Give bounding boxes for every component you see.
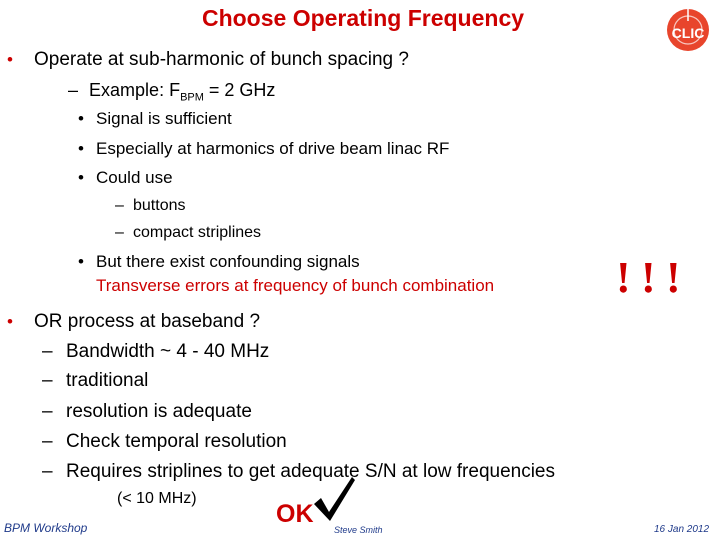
slide-title: Choose Operating Frequency: [201, 5, 525, 31]
footer-event: BPM Workshop: [4, 521, 88, 535]
bullet-icon: •: [78, 252, 84, 271]
checkmark-icon: [312, 474, 356, 524]
item-traditional: traditional: [66, 370, 149, 391]
bullet-baseband: OR process at baseband ?: [34, 311, 261, 332]
example-subscript: BPM: [180, 91, 204, 104]
clic-logo: [662, 5, 714, 53]
point-could-use: Could use: [96, 168, 173, 187]
bullet-icon: •: [78, 109, 84, 128]
point-harmonics: Especially at harmonics of drive beam linac RF: [96, 139, 450, 158]
footer-date: 16 Jan 2012: [654, 524, 710, 535]
item-striplines: compact striplines: [133, 224, 262, 241]
item-buttons: buttons: [133, 197, 186, 214]
bullet-icon: •: [78, 139, 84, 158]
dash-icon: –: [115, 197, 124, 214]
ok-label: OK: [276, 500, 314, 528]
footer-author: Steve Smith: [334, 525, 383, 535]
example-prefix: Example: F: [89, 80, 181, 100]
item-bandwidth: Bandwidth ~ 4 - 40 MHz: [66, 341, 270, 362]
dash-icon: –: [42, 401, 53, 422]
bullet-icon: •: [78, 168, 84, 187]
item-temporal: Check temporal resolution: [66, 431, 287, 452]
dash-icon: –: [68, 80, 79, 100]
dash-icon: –: [115, 224, 124, 241]
point-signal: Signal is sufficient: [96, 109, 232, 128]
dash-icon: –: [42, 370, 53, 391]
point-confound: But there exist confounding signals: [96, 252, 360, 271]
example-line: [68, 80, 275, 104]
bullet-sub-harmonic: Operate at sub-harmonic of bunch spacing ?: [34, 49, 409, 70]
bullet-icon: •: [7, 312, 13, 331]
bullet-icon: •: [7, 50, 13, 69]
item-striplines-sn: Requires striplines to get adequate S/N at low frequencies: [66, 461, 555, 482]
transverse-errors: Transverse errors at frequency of bunch combination: [96, 276, 495, 295]
frequency-note: (< 10 MHz): [117, 490, 197, 507]
dash-icon: –: [42, 341, 53, 362]
dash-icon: –: [42, 461, 53, 482]
exclamation-3: !: [666, 253, 681, 302]
exclamation-2: !: [641, 253, 656, 302]
example-suffix: = 2 GHz: [203, 80, 276, 100]
logo-text: CLIC: [671, 25, 705, 41]
item-resolution: resolution is adequate: [66, 401, 252, 422]
dash-icon: –: [42, 431, 53, 452]
exclamation-1: !: [616, 253, 631, 302]
